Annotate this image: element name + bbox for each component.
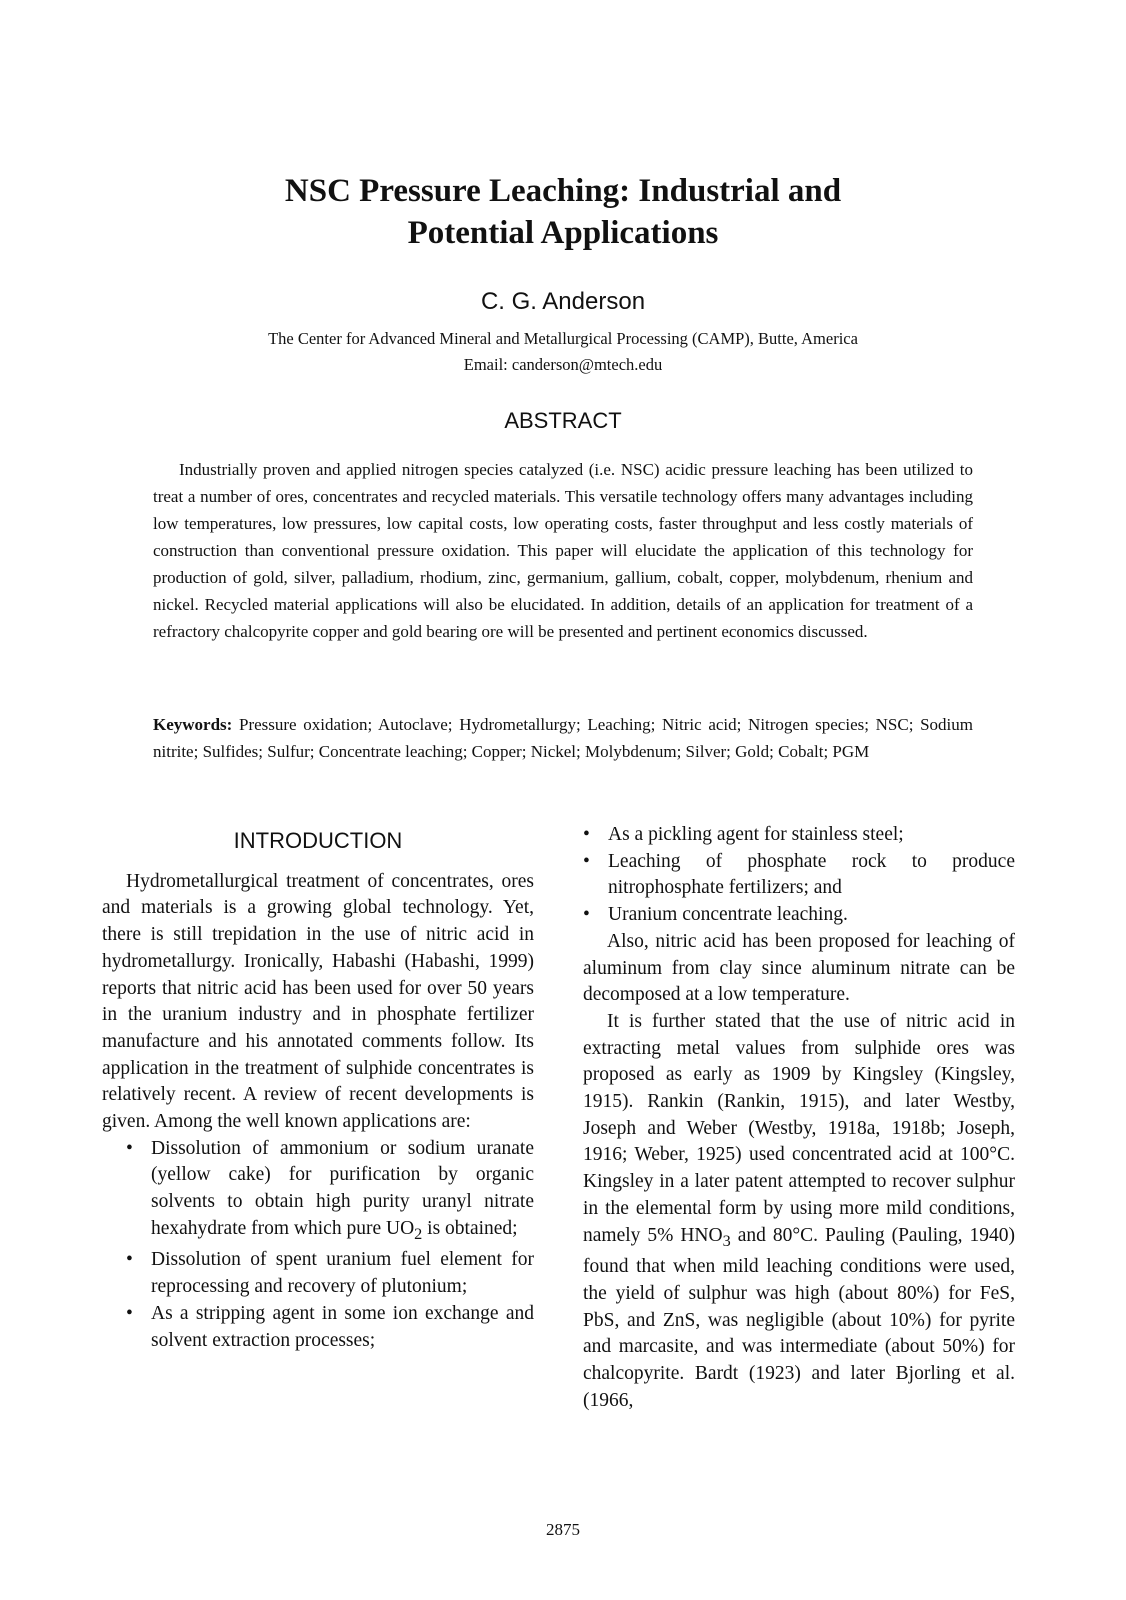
- list-item: • Uranium concentrate leaching.: [583, 902, 1015, 929]
- abstract-heading: ABSTRACT: [504, 408, 622, 433]
- author-affiliation-block: [0, 326, 1126, 378]
- email: Email: canderson@mtech.edu: [463, 355, 663, 374]
- list-item: • Dissolution of spent uranium fuel element for reprocessing and recovery of plutonium;: [126, 1247, 534, 1300]
- applications-list-continued: [583, 822, 1015, 929]
- bullet-1-subscript: 2: [414, 1224, 423, 1243]
- paragraph-aluminum: Also, nitric acid has been proposed for leaching of aluminum from clay since aluminum nitrate can be decomposed at a low temperature.: [583, 930, 1015, 1006]
- title-line-2: Potential Applications: [407, 215, 719, 251]
- left-column: [102, 822, 534, 1354]
- author-name: C. G. Anderson: [480, 288, 646, 315]
- list-item: • Leaching of phosphate rock to produce nitrophosphate fertilizers; and: [583, 849, 1015, 902]
- paper-title: [0, 170, 1126, 254]
- keywords-list: Pressure oxidation; Autoclave; Hydrometallurgy; Leaching; Nitric acid; Nitrogen species; NSC; Sodium nitrite; Sulfides; Sulfur; Concentrate leaching; Copper; Nickel; Molybdenum; Silver; Gold; Cobalt; PGM: [153, 715, 973, 761]
- intro-paragraph-1: Hydrometallurgical treatment of concentrates, ores and materials is a growing global technology. Yet, there is still trepidation in the use of nitric acid in hydrometallurgy. Ironically, Habashi (Habashi, 1999) reports that nitric acid has been used for over 50 years in the uranium industry and in phosphate fertilizer manufacture and his annotated comments follow. Its application in the treatment of sulphide concentrates is relatively recent. A review of recent developments is given. Among the well known applications are:: [102, 870, 534, 1133]
- page-number: 2875: [546, 1520, 580, 1539]
- history-text-end: and 80°C. Pauling (Pauling, 1940) found that when mild leaching conditions were used, the yield of sulphur was high (about 80%) for FeS, PbS, and ZnS, was negligible (about 10%) for pyrite and marcasite, and was intermediate (about 50%) for chalcopyrite. Bardt (1923) and later Bjorling et al. (1966,: [583, 1224, 1016, 1411]
- right-column: [583, 822, 1015, 1414]
- list-item: [126, 1136, 534, 1248]
- history-subscript: 3: [722, 1231, 731, 1250]
- abstract-text: Industrially proven and applied nitrogen species catalyzed (i.e. NSC) acidic pressure leaching has been utilized to treat a number of ores, concentrates and recycled materials. This versatile technology offers many advantages including low temperatures, low pressures, low capital costs, low operating costs, faster throughput and less costly materials of construction than conventional pressure oxidation. This paper will elucidate the application of this technology for production of gold, silver, palladium, rhodium, zinc, germanium, gallium, cobalt, copper, molybdenum, rhenium and nickel. Recycled material applications will also be elucidated. In addition, details of an application for treatment of a refractory chalcopyrite copper and gold bearing ore will be presented and pertinent economics discussed.: [153, 460, 973, 641]
- keywords: [153, 711, 973, 765]
- title-line-1: NSC Pressure Leaching: Industrial and: [284, 173, 842, 209]
- introduction-heading: INTRODUCTION: [233, 828, 403, 853]
- bullet-1-text: Dissolution of ammonium or sodium uranate (yellow cake) for purification by organic solvents to obtain high purity uranyl nitrate hexahydrate from which pure UO: [151, 1137, 534, 1239]
- bullet-1-end: is obtained;: [422, 1217, 518, 1239]
- paragraph-history: [583, 1009, 1015, 1414]
- list-item: • As a stripping agent in some ion exchange and solvent extraction processes;: [126, 1301, 534, 1354]
- history-text: It is further stated that the use of nitric acid in extracting metal values from sulphide ores was proposed as early as 1909 by Kingsley (Kingsley, 1915). Rankin (Rankin, 1915), and later Westby, Joseph and Weber (Westby, 1918a, 1918b; Joseph, 1916; Weber, 1925) used concentrated acid at 100°C. Kingsley in a later patent attempted to recover sulphur in the elemental form by using more mild conditions, namely 5% HNO: [583, 1010, 1015, 1246]
- list-item: • As a pickling agent for stainless steel;: [583, 822, 1015, 849]
- applications-list: [102, 1136, 534, 1355]
- keywords-label: Keywords:: [153, 715, 233, 734]
- affiliation: The Center for Advanced Mineral and Metallurgical Processing (CAMP), Butte, America: [268, 329, 858, 348]
